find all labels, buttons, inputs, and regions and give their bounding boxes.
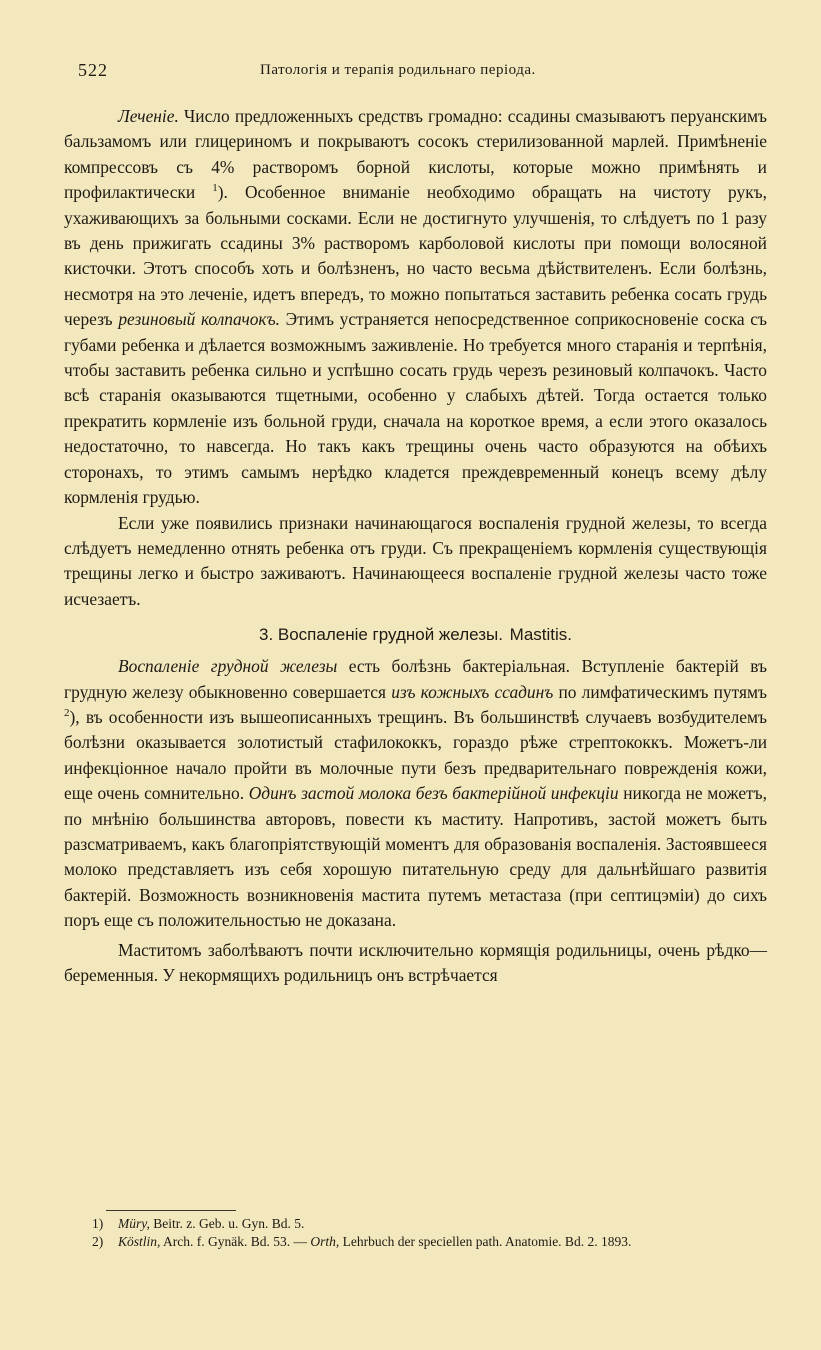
paragraph-text: ), въ особенности изъ вышеописанныхъ трещинъ. Въ большинствѣ случаевъ возбудителемъ болѣзни оказывается золотистый стафилококкъ, гораздо рѣже стрептококкъ. Можетъ-ли инфекціонное начало пройти въ молочные пути безъ предварительнаго поврежденія кожи, еще очень сомнительно. bbox=[64, 706, 767, 804]
paragraph-text: Число предложенныхъ средствъ громадно: ссадины смазываютъ перуанскимъ бальзамомъ или глицериномъ и покрываютъ сосокъ стерилизованной марлей. Примѣненіе компрессовъ съ 4% растворомъ борной кислоты, которые можно примѣнять и профилактически bbox=[64, 106, 767, 203]
footnote-author: Orth, bbox=[310, 1233, 340, 1249]
footnotes bbox=[92, 1215, 767, 1250]
paragraph-mastitis bbox=[64, 654, 767, 933]
paragraph-text: есть болѣзнь бактеріальная. Вступленіе бактерій въ грудную железу обыкновенно совершается bbox=[64, 656, 767, 702]
paragraph-incidence: Маститомъ заболѣваютъ почти исключительно кормящія родильницы, очень рѣдко—беременныя. У некормящихъ родильницъ онъ встрѣчается bbox=[64, 939, 767, 985]
footnote-text: Arch. f. Gynäk. Bd. 53. — bbox=[160, 1233, 311, 1249]
section-heading-latin: Mastitis. bbox=[509, 625, 573, 645]
paragraph-text: Этимъ устраняется непосредственное соприкосновеніе соска съ губами ребенка и дѣлается возможнымъ заживленіе. Но требуется много старанія и терпѣнія, чтобы заставить ребенка сильно и успѣшно сосать грудь черезъ резиновый колпачокъ. Часто всѣ старанія оказываются тщетными, особенно у слабыхъ дѣтей. Тогда остается только прекратить кормленіе изъ больной груди, сначала на короткое время, а если этого оказалось недостаточно, то навсегда. Но такъ какъ трещины очень часто образуются на обѣихъ сторонахъ, то этимъ самымъ нерѣдко кладется преждевременный конецъ всему дѣлу кормленія грудью. bbox=[64, 309, 767, 508]
italic-term: резиновый колпачокъ. bbox=[118, 309, 280, 330]
paragraph-text: никогда не можетъ, по мнѣнію большинства авторовъ, повести къ маститу. Напротивъ, застой можетъ быть разсматриваемъ, какъ благопріятствующій моментъ для образованія воспаленія. Застоявшееся молоко представляетъ изъ себя хорошую питательную среду для дальнѣйшаго развитія бактерій. Возможность возникновенія мастита путемъ метастаза (при септицэміи) до сихъ поръ еще съ положительностью не доказана. bbox=[64, 783, 767, 931]
paragraph-treatment bbox=[64, 104, 767, 511]
footnote-text: Beitr. z. Geb. u. Gyn. Bd. 5. bbox=[149, 1216, 305, 1231]
italic-term: Одинъ застой молока безъ бактерійной инфекціи bbox=[248, 783, 619, 804]
footnote-author: Köstlin, bbox=[118, 1233, 161, 1249]
footnote-number: 1) bbox=[92, 1216, 104, 1231]
page-number: 522 bbox=[78, 60, 108, 80]
footnote-1 bbox=[92, 1215, 767, 1233]
paragraph-weaning: Если уже появились признаки начинающагося воспаленія грудной железы, то всегда слѣдуетъ немедленно отнять ребенка отъ груди. Съ прекращеніемъ кормленія существующія трещины легко и быстро заживаютъ. Начинающееся воспаленіе грудной железы часто тоже исчезаетъ. bbox=[64, 512, 767, 609]
paragraph-text: по лимфатическимъ путямъ bbox=[553, 681, 767, 702]
italic-term: изъ кожныхъ ссадинъ bbox=[391, 681, 554, 702]
section-heading-title: 3. Воспаленіе грудной железы. bbox=[258, 625, 503, 645]
paragraph-lead-italic: Леченіе. bbox=[118, 106, 179, 126]
section-heading bbox=[64, 622, 767, 648]
body-text bbox=[64, 104, 767, 988]
footnote-author: Müry, bbox=[118, 1216, 150, 1231]
paragraph-text: ). Особенное вниманіе необходимо обращать на чистоту рукъ, ухаживающихъ за больными сосками. Если не достигнуто улучшенія, то слѣдуетъ по 1 разу въ день прижигать ссадины 3% растворомъ карболовой кислоты при помощи волосяной кисточки. Этотъ способъ хоть и болѣзненъ, но часто весьма дѣйствителенъ. Если болѣзнь, несмотря на это леченіе, идетъ впередъ, то можно попытаться заставить ребенка сосать грудь черезъ bbox=[64, 182, 767, 330]
footnote-divider bbox=[106, 1210, 236, 1211]
footnote-ref-1[interactable]: 1 bbox=[212, 182, 218, 195]
running-head: Патологія и терапія родильнаго періода. bbox=[260, 62, 536, 78]
footnote-number: 2) bbox=[92, 1233, 104, 1249]
footnote-text: Lehrbuch der speciellen path. Anatomie. Bd. 2. 1893. bbox=[339, 1233, 632, 1249]
footnote-ref-2[interactable]: 2 bbox=[64, 707, 70, 720]
footnote-2 bbox=[92, 1233, 767, 1251]
italic-term: Воспаленіе грудной железы bbox=[118, 656, 338, 677]
